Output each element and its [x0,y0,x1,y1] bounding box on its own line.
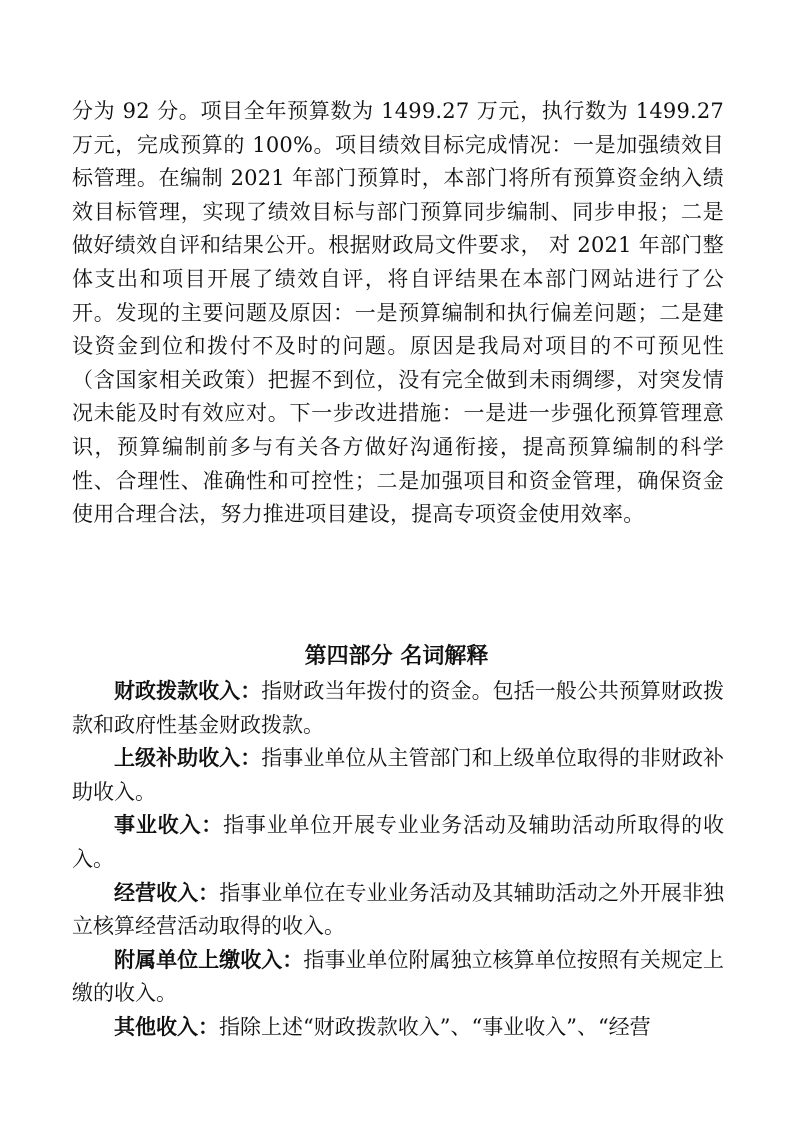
definition-term: 财政拨款收入： [114,679,262,703]
definition-text: 指事业单位开展专业业务活动及辅助活动所取得的收入。 [72,813,725,871]
intro-paragraph: 分为 92 分。项目全年预算数为 1499.27 万元，执行数为 1499.27 万元，完成预算的 100%。项目绩效目标完成情况：一是加强绩效目标管理。在编制 2021 年部门预算时，本部门将所有预算资金纳入绩效目标管理，实现了绩效目标与部门预算同步编制、同步申报；二是做好绩效自评和结果公开。根据财政局文件要求， 对 2021 年部门整体支出和项目开展了绩效自评，将自评结果在本部门网站进行了公开。发现的主要问题及原因：一是预算编制和执行偏差问题；二是建设资金到位和拨付不及时的问题。原因是我局对项目的不可预见性（含国家相关政策）把握不到位，没有完全做到未雨绸缪，对突发情况未能及时有效应对。下一步改进措施：一是进一步强化预算管理意识，预算编制前多与有关各方做好沟通衔接，提高预算编制的科学性、合理性、准确性和可控性；二是加强项目和资金管理，确保资金使用合理合法，努力推进项目建设，提高专项资金使用效率。 [72,99,724,527]
definition-item [72,742,724,809]
definition-term: 附属单位上缴收入： [114,947,304,972]
definition-text: 指事业单位从主管部门和上级单位取得的非财政补助收入。 [72,746,724,804]
definition-term: 其他收入： [114,1014,219,1039]
section-title: 第四部分 名词解释 [304,644,489,669]
definition-item [72,877,724,944]
definitions-list [72,675,724,1045]
definition-text: 指事业单位附属独立核算单位按照有关规定上缴的收入。 [72,947,725,1006]
definition-item [72,1011,724,1045]
definition-term: 事业收入： [114,813,224,838]
definition-text: 指除上述“财政拨款收入”、“事业收入”、“经营 [219,1014,651,1039]
definition-term: 上级补助收入： [114,746,262,771]
definition-item [72,944,724,1011]
definition-term: 经营收入： [114,880,220,905]
definition-text: 指事业单位在专业业务活动及其辅助活动之外开展非独立核算经营活动取得的收入。 [72,880,725,939]
definition-item [72,809,724,876]
definition-item [72,675,724,742]
definition-text: 指财政当年拨付的资金。包括一般公共预算财政拨款和政府性基金财政拨款。 [72,679,724,737]
